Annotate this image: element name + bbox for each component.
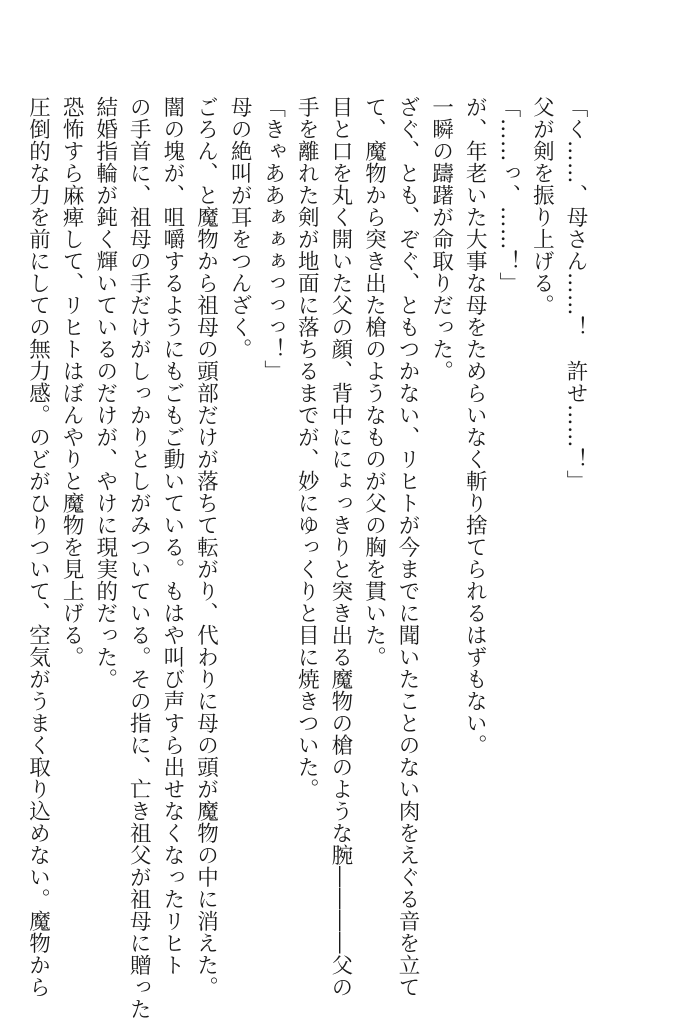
text-line: 目と口を丸く開いた父の顔、背中ににょっきりと突き出る魔物の槍のような腕――――父の xyxy=(327,96,353,998)
text-line: の手首に、祖母の手だけがしっかりとしがみついている。その指に、亡き祖父が祖母に贈った xyxy=(126,96,152,1020)
text-line: 圧倒的な力を前にしての無力感。のどがひりついて、空気がうまく取り込めない。魔物から xyxy=(25,96,51,998)
text-line: 手を離れた剣が地面に落ちるまでが、妙にゆっくりと目に焼きついた。 xyxy=(294,96,320,800)
text-line: 母の絶叫が耳をつんざく。 xyxy=(227,96,253,360)
vertical-text-block xyxy=(21,96,592,1020)
text-line: 「く……、母さん……！ 許せ……！」 xyxy=(563,96,588,492)
text-line: が、年老いた大事な母をためらいなく斬り捨てられるはずもない。 xyxy=(462,96,488,756)
text-line: ざぐ、とも、ぞぐ、ともつかない、リヒトが今までに聞いたことのない肉をえぐる音を立て xyxy=(395,96,421,998)
ruby-readings xyxy=(0,0,1,1)
text-line: ごろん、と魔物から祖母の頭部だけが落ちて転がり、代わりに母の頭が魔物の中に消えた。 xyxy=(193,96,219,998)
text-line: 一瞬の躊躇が命取りだった。 xyxy=(428,96,454,382)
text-line: 闇の塊が、咀嚼するようにもごもご動いている。もはや叫び声すら出せなくなったリヒト xyxy=(159,96,185,976)
text-line: て、魔物から突き出た槍のようなものが父の胸を貫いた。 xyxy=(361,96,387,668)
text-line: 「きゃああぁぁぁっっっ！」 xyxy=(260,96,286,382)
text-line: 恐怖すら麻痺して、リヒトはぼんやりと魔物を見上げる。 xyxy=(59,96,85,668)
text-line: 父が剣を振り上げる。 xyxy=(529,96,555,316)
text-line: 「……っ、……！」 xyxy=(495,96,521,294)
text-line: 結婚指輪が鈍く輝いているのだけが、やけに現実的だった。 xyxy=(92,96,118,690)
